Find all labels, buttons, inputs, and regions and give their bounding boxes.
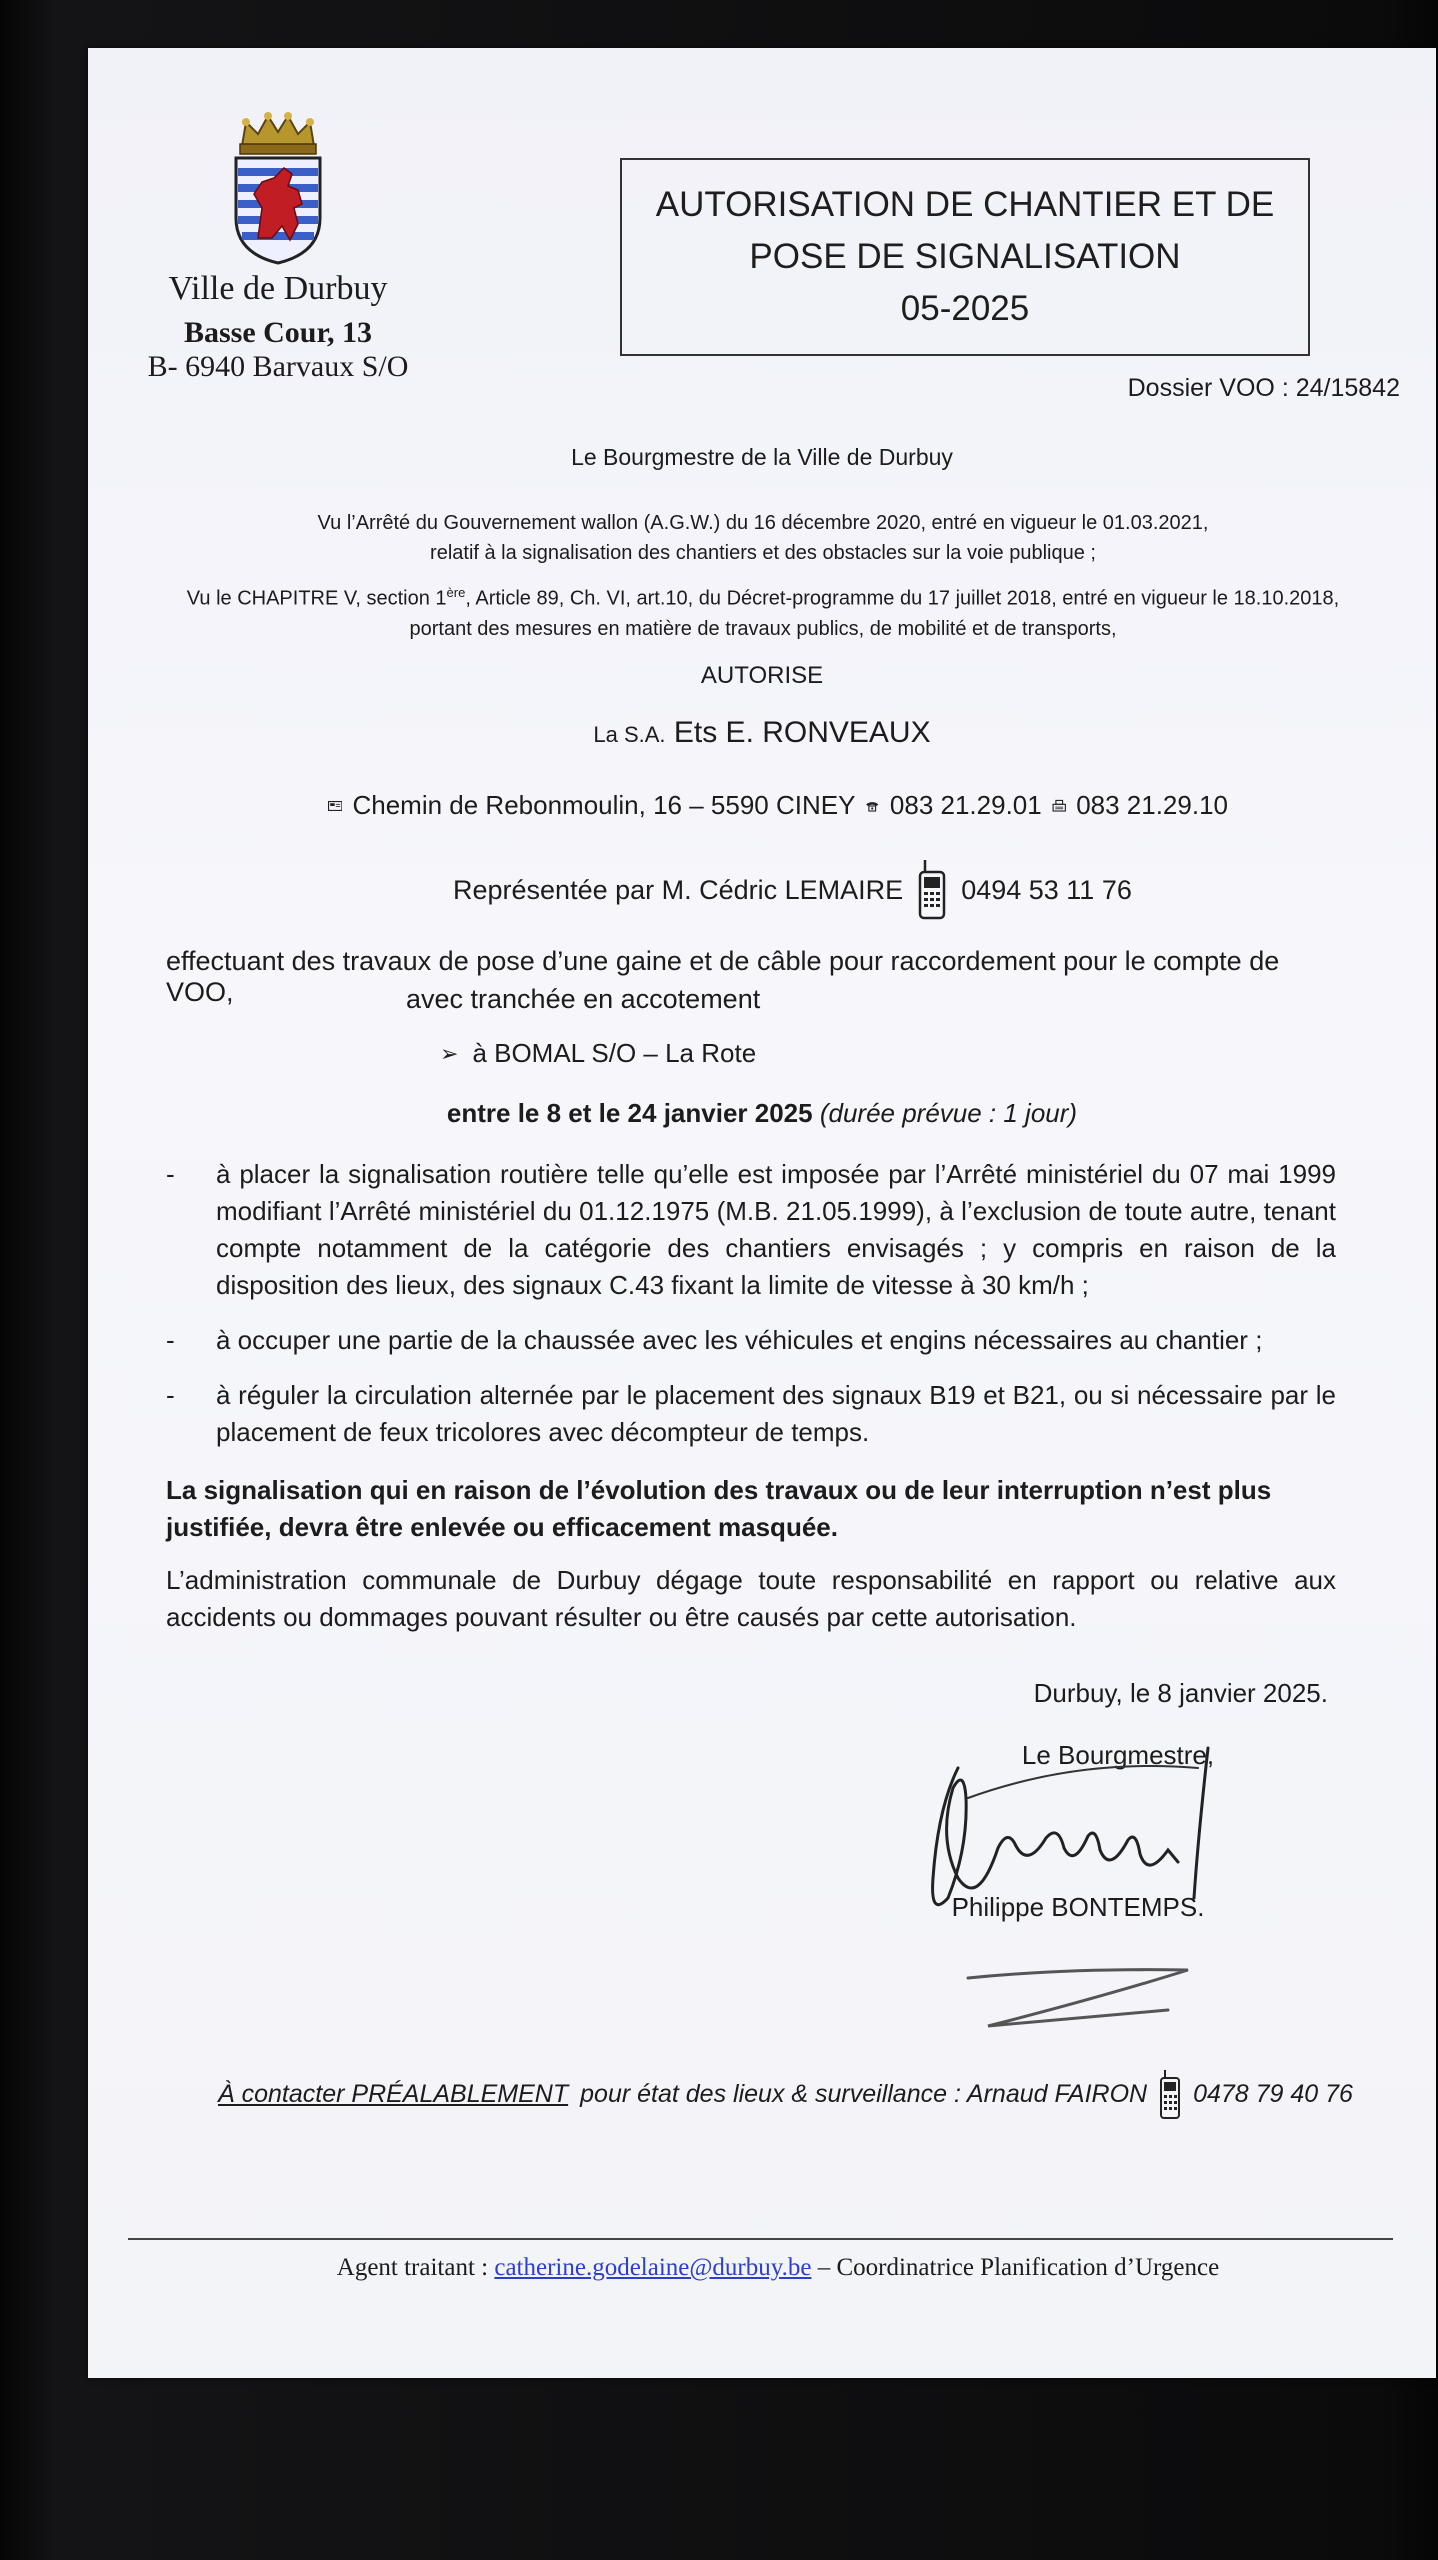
signer-role: Le Bourgmestre, <box>1021 1740 1215 1770</box>
arrow-bullet-icon: ➢ <box>440 1040 459 1066</box>
authorizes-heading: AUTORISE <box>700 662 824 689</box>
company-phone: 083 21.29.01 <box>889 790 1042 820</box>
municipality-city: B- 6940 Barvaux S/O <box>147 350 409 383</box>
mobile-phone-icon <box>917 858 947 922</box>
condition-text: à placer la signalisation routière telle qu’elle est imposée par l’Arrêté ministériel du 07 mai 1999 modifiant l’Arrêté ministériel du 01.12.1975 (M.B. 21.05.1999), à l’exclusion de toute autre, tenant compte notamment de la catégorie des chantiers envisagés ; y compris en raison de la disposition des lieux, des signaux C.43 fixant la limite de vitesse à 30 km/h ; <box>216 1159 1336 1300</box>
list-bullet: - <box>166 1325 175 1355</box>
prior-contact-phone: 0478 79 40 76 <box>1193 2079 1353 2108</box>
authorization-number: 05-2025 <box>900 289 1030 328</box>
company-fax: 083 21.29.10 <box>1076 790 1228 820</box>
legal-basis-2-part-1: Vu le CHAPITRE V, section 1 <box>186 587 447 610</box>
prior-contact-line <box>218 2068 1368 2120</box>
fax-icon <box>1052 795 1066 817</box>
legal-basis-2-line-1 <box>148 578 1378 614</box>
agent-email-link[interactable]: catherine.godelaine@durbuy.be <box>494 2254 812 2281</box>
legal-basis-2-superscript: ère <box>446 585 466 600</box>
legal-basis-2 <box>148 578 1378 644</box>
municipality-street: Basse Cour, 13 <box>183 316 373 349</box>
document-page <box>88 48 1436 2378</box>
title-box <box>620 158 1310 356</box>
condition-text: à occuper une partie de la chaussée avec les véhicules et engins nécessaires au chantier ; <box>216 1325 1263 1355</box>
footer <box>178 2254 1378 2282</box>
representative-name: Représentée par M. Cédric LEMAIRE <box>453 874 904 905</box>
company-contact-line <box>328 790 1228 821</box>
municipality-name: Ville de Durbuy <box>168 270 388 307</box>
durbuy-crest-icon <box>228 108 328 268</box>
issuer-line: Le Bourgmestre de la Ville de Durbuy <box>571 444 953 470</box>
list-item <box>166 1156 1336 1304</box>
list-item <box>166 1377 1336 1451</box>
legal-basis-1-line-1: Vu l’Arrêté du Gouvernement wallon (A.G.W.) du 16 décembre 2020, entré en vigueur le 01.03.2021, <box>317 512 1209 534</box>
works-duration: (durée prévue : 1 jour) <box>819 1098 1078 1128</box>
legal-basis-1 <box>188 508 1338 568</box>
signer-name: Philippe BONTEMPS. <box>951 1892 1205 1922</box>
works-location <box>440 1038 940 1069</box>
condition-text: à réguler la circulation alternée par le placement des signaux B19 et B21, ou si nécessaire par le placement de feux tricolores avec décompteur de temps. <box>216 1380 1336 1447</box>
company-name: Ets E. RONVEAUX <box>673 716 931 749</box>
liability-note: L’administration communale de Durbuy dégage toute responsabilité en rapport ou relative aux accidents ou dommages pouvant résulter ou être causés par cette autorisation. <box>166 1565 1336 1632</box>
place-and-date: Durbuy, le 8 janvier 2025. <box>1033 1678 1328 1708</box>
works-location-text: à BOMAL S/O – La Rote <box>472 1038 757 1068</box>
prior-contact-text: pour état des lieux & surveillance : Arnaud FAIRON <box>580 2079 1148 2108</box>
company-name-line <box>88 716 1436 750</box>
legal-basis-1-line-2: relatif à la signalisation des chantiers et des obstacles sur la voie publique ; <box>430 542 1096 564</box>
mobile-phone-icon <box>1159 2068 1181 2120</box>
dossier-reference: Dossier VOO : 24/15842 <box>1127 374 1400 402</box>
works-description: effectuant des travaux de pose d’une gaine et de câble pour raccordement pour le compte de VOO, <box>166 946 1280 1007</box>
title-line-2: POSE DE SIGNALISATION <box>749 237 1181 276</box>
legal-basis-2-part-2: , Article 89, Ch. VI, art.10, du Décret-programme du 17 juillet 2018, entré en vigueur le 18.10.2018, <box>465 587 1340 610</box>
title-line-1: AUTORISATION DE CHANTIER ET DE <box>655 185 1275 224</box>
list-bullet: - <box>166 1380 175 1410</box>
signage-removal-note: La signalisation qui en raison de l’évolution des travaux ou de leur interruption n’est plus justifiée, devra être enlevée ou efficacement masquée. <box>166 1475 1272 1542</box>
footer-divider <box>128 2238 1393 2240</box>
works-period <box>88 1098 1436 1129</box>
list-item <box>166 1322 1336 1359</box>
agent-role: – Coordinatrice Planification d’Urgence <box>817 2254 1220 2281</box>
company-address: Chemin de Rebonmoulin, 16 – 5590 CINEY <box>352 790 856 820</box>
envelope-icon <box>328 795 342 817</box>
telephone-icon <box>865 795 879 817</box>
initials-mark-icon <box>928 1948 1228 2048</box>
works-description-2: avec tranchée en accotement <box>406 984 761 1014</box>
legal-basis-2-line-2: portant des mesures en matière de travaux publics, de mobilité et de transports, <box>409 617 1117 640</box>
works-dates: entre le 8 et le 24 janvier 2025 <box>446 1098 813 1128</box>
company-prefix: La S.A. <box>593 722 666 747</box>
prior-contact-label: À contacter PRÉALABLEMENT <box>218 2079 569 2108</box>
representative-mobile: 0494 53 11 76 <box>961 874 1132 905</box>
footer-label: Agent traitant : <box>336 2254 489 2281</box>
representative-line <box>453 858 1153 922</box>
conditions-list <box>166 1156 1336 1469</box>
list-bullet: - <box>166 1159 175 1189</box>
